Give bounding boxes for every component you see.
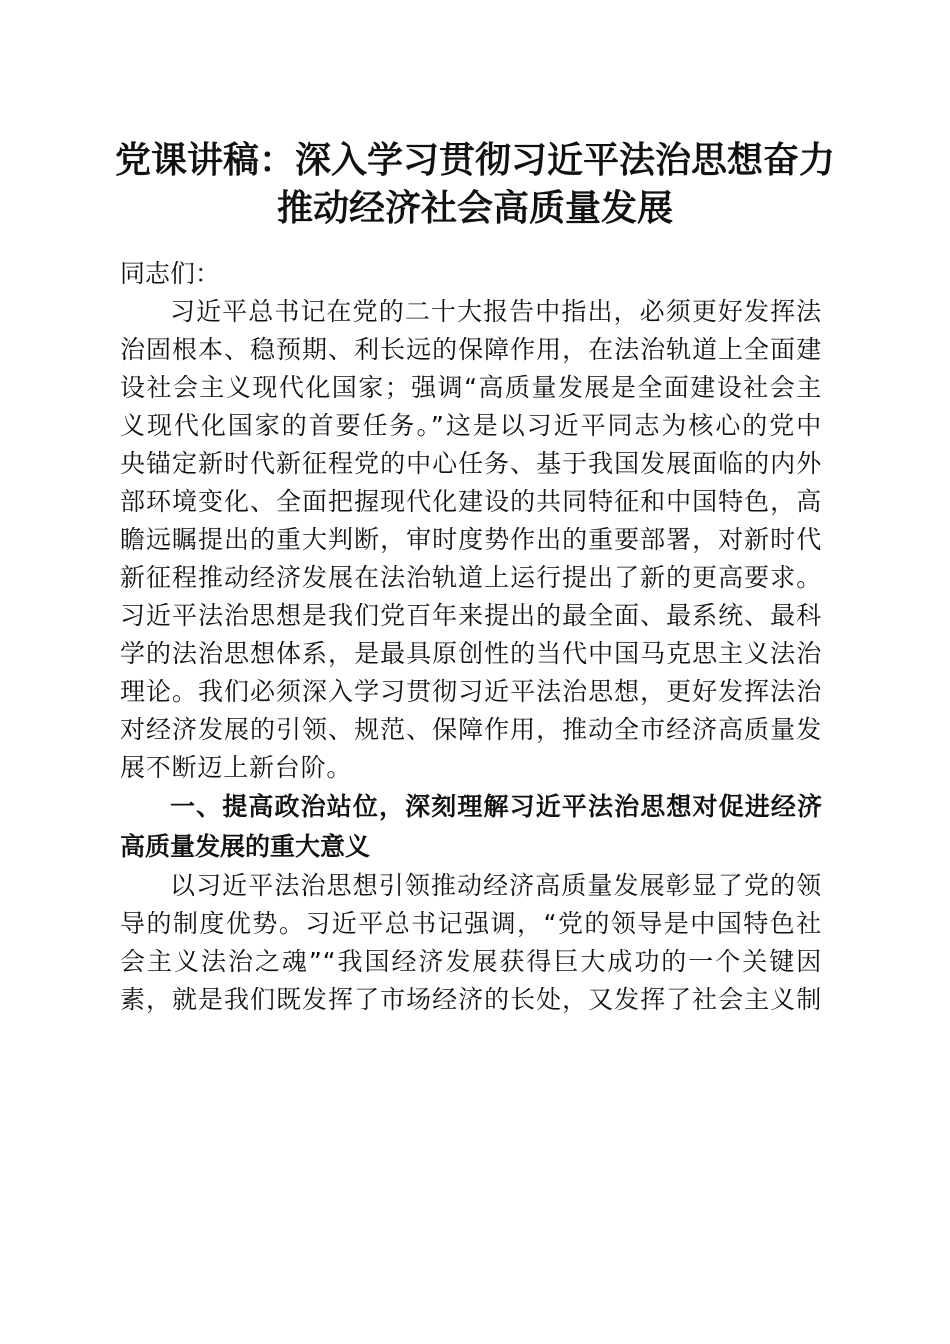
paragraph-line: 学的法治思想体系，是最具原创性的当代中国马克思主义法治 [120, 639, 822, 668]
paragraph-line: 部环境变化、全面把握现代化建设的共同特征和中国特色，高 [120, 487, 822, 516]
section-heading [120, 787, 822, 867]
title-line-1: 党课讲稿：深入学习贯彻习近平法治思想奋力 [114, 139, 835, 181]
paragraph-line: 以习近平法治思想引领推动经济高质量发展彰显了党的领 [170, 871, 822, 900]
heading-line: 高质量发展的重大意义 [120, 832, 371, 861]
paragraph-line: 新征程推动经济发展在法治轨道上运行提出了新的更高要求。 [120, 563, 822, 592]
paragraph-line: 理论。我们必须深入学习贯彻习近平法治思想，更好发挥法治 [120, 677, 822, 706]
paragraph-line: 治固根本、稳预期、利长远的保障作用，在法治轨道上全面建 [120, 335, 822, 364]
paragraph-line: 设社会主义现代化国家；强调“高质量发展是全面建设社会主 [120, 373, 822, 402]
paragraph-line: 义现代化国家的首要任务。”这是以习近平同志为核心的党中 [120, 411, 822, 440]
section-paragraph [120, 867, 822, 1019]
paragraph-line: 习近平总书记在党的二十大报告中指出，必须更好发挥法 [170, 297, 822, 326]
paragraph-line: 习近平法治思想是我们党百年来提出的最全面、最系统、最科 [120, 601, 822, 630]
salutation: 同志们： [120, 259, 221, 288]
paragraph-line: 素，就是我们既发挥了市场经济的长处，又发挥了社会主义制 [120, 985, 822, 1014]
paragraph-line: 导的制度优势。习近平总书记强调，“党的领导是中国特色社 [120, 909, 822, 938]
heading-line: 一、提高政治站位，深刻理解习近平法治思想对促进经济 [170, 792, 822, 821]
paragraph-line: 对经济发展的引领、规范、保障作用，推动全市经济高质量发 [120, 715, 822, 744]
document-body [120, 255, 822, 1019]
paragraph-line: 瞻远瞩提出的重大判断，审时度势作出的重要部署，对新时代 [120, 525, 822, 554]
paragraph-line: 央锚定新时代新征程党的中心任务、基于我国发展面临的内外 [120, 449, 822, 478]
document-title [110, 136, 840, 232]
intro-paragraph [120, 293, 822, 787]
title-line-2: 推动经济社会高质量发展 [276, 187, 673, 229]
paragraph-line: 会主义法治之魂”“我国经济发展获得巨大成功的一个关键因 [120, 947, 822, 976]
paragraph-line: 展不断迈上新台阶。 [120, 753, 353, 782]
